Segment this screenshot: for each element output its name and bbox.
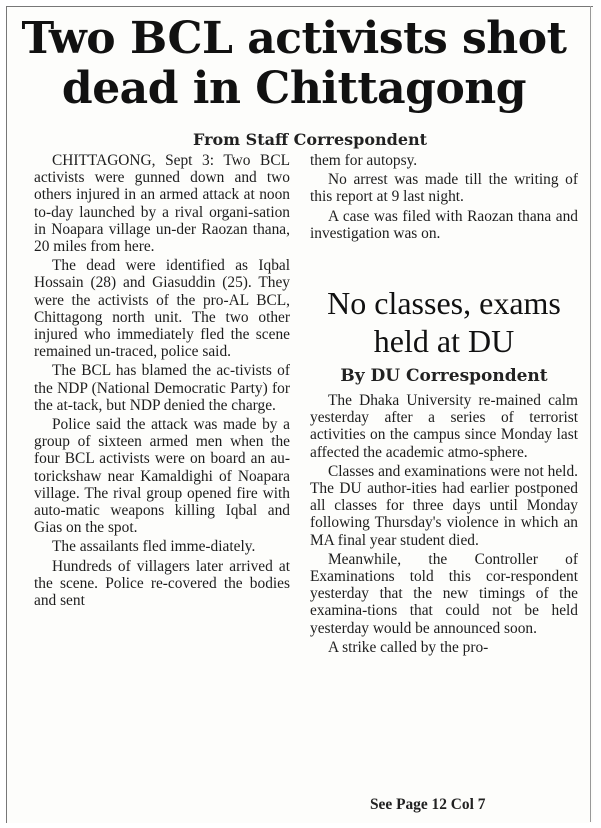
headline-line-2: held at DU — [373, 323, 515, 359]
headline-line-1: Two BCL activists shot — [21, 13, 567, 64]
article1-column-1 — [34, 152, 290, 609]
article1-column-2 — [310, 152, 578, 242]
article1-byline: From Staff Correspondent — [192, 130, 428, 149]
paragraph: The BCL has blamed the ac-tivists of the NDP (National Democratic Party) for the at-tack, but NDP denied the charge. — [34, 362, 290, 414]
paragraph: The dead were identified as Iqbal Hossain (28) and Giasuddin (25). They were the activists of the pro-AL BCL, Chittagong north unit. The two other injured who immediately fled the scene remained un-traced, police said. — [34, 257, 290, 361]
paragraph: No arrest was made till the writing of this report at 9 last night. — [310, 171, 578, 206]
paragraph: The assailants fled imme-diately. — [52, 538, 256, 556]
paragraph: Meanwhile, the Controller of Examinations told this cor-respondent yesterday that the new timings of the examina-tions that could not be held yesterday would be announced soon. — [310, 550, 578, 637]
paragraph: Hundreds of villagers later arrived at the scene. Police re-covered the bodies and sent — [34, 557, 290, 610]
paragraph: Classes and examinations were not held. The DU author-ities had earlier postponed all classes for three days until Monday following Thursday's violence in which an MA final year student died. — [310, 462, 578, 549]
article2-byline: By DU Correspondent — [340, 366, 548, 386]
article1-headline — [8, 14, 580, 114]
continuation-jump-line: See Page 12 Col 7 — [370, 796, 486, 813]
headline-line-2: dead in Chittagong — [61, 63, 527, 114]
paragraph: A strike called by the pro- — [328, 638, 489, 656]
article2-headline — [310, 284, 578, 360]
headline-line-1: No classes, exams — [327, 285, 561, 321]
paragraph: Police said the attack was made by a group of sixteen armed men when the four BCL activists were on board an au-torickshaw near Kamaldighi of Noapara village. The rival group opened fire with auto-matic weapons killing Iqbal and Gias on the spot. — [34, 416, 290, 537]
column-rule — [590, 6, 591, 822]
paragraph: The Dhaka University re-mained calm yesterday after a series of terrorist activities on the campus since Monday last affected the academic atmo-sphere. — [310, 392, 578, 461]
paragraph: CHITTAGONG, Sept 3: Two BCL activists were gunned down and two others injured in an armed attack at noon to-day launched by a rival organi-sation in Noapara village un-der Raozan thana, 20 miles from here. — [34, 152, 290, 256]
article2-body — [310, 392, 578, 656]
paragraph: them for autopsy. — [310, 152, 418, 169]
paragraph: A case was filed with Raozan thana and investigation was on. — [310, 207, 578, 242]
